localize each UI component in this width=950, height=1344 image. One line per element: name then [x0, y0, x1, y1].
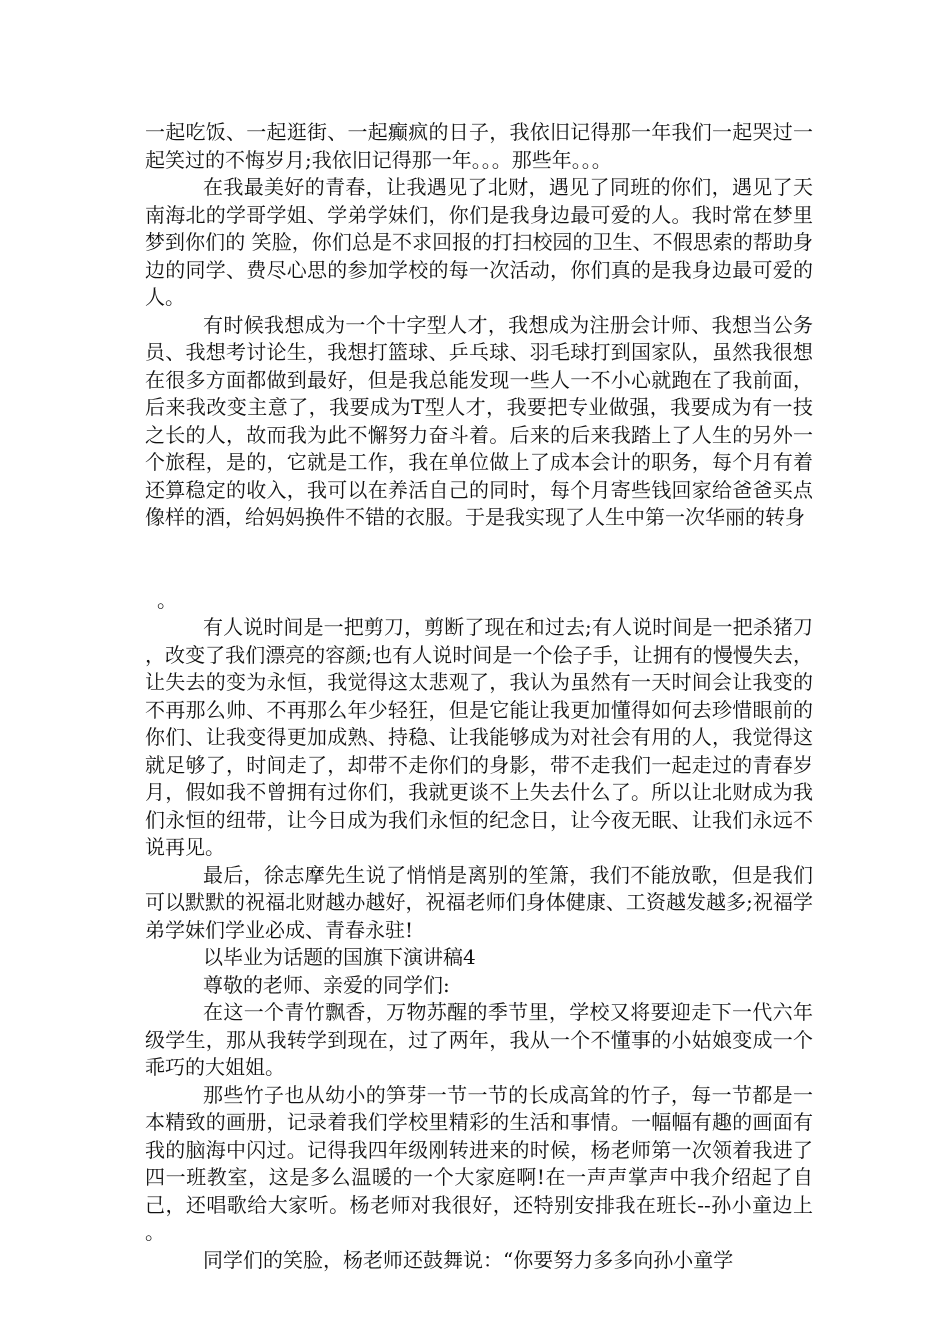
- paragraph-8: 同学们的笑脸，杨老师还鼓舞说：“你要努力多多向孙小童学: [203, 1247, 734, 1272]
- paragraph-2: 在我最美好的青春，让我遇见了北财，遇见了同班的你们，遇见了天南海北的学哥学姐、学弟学妹们，你们是我身边最可爱的人。我时常在梦里梦到你们的 笑脸，你们总是不求回报的打扫校园的卫生、不假思索的帮助身边的同学、费尽心思的参加学校的每一次活动，你们真的是我身边最可爱的人。: [145, 175, 813, 309]
- paragraph-3: 有时候我想成为一个十字型人才，我想成为注册会计师、我想当公务员、我想考讨论生，我想打篮球、乒乓球、羽毛球打到国家队，虽然我很想在很多方面都做到最好，但是我总能发现一些人一不小心就跑在了我前面，后来我改变主意了，我要成为T型人才，我要把专业做强，我要成为有一技之长的人，故而我为此不懈努力奋斗着。后来的后来我踏上了人生的另外一个旅程，是的，它就是工作，我在单位做上了成本会计的职务，每个月有着还算稳定的收入，我可以在养活自己的同时，每个月寄些钱回家给爸爸买点像样的酒，给妈妈换件不错的衣服。于是我实现了人生中第一次华丽的转身: [145, 312, 813, 529]
- section-title: 以毕业为话题的国旗下演讲稿4: [203, 945, 476, 969]
- document-body: [145, 119, 813, 1274]
- paragraph-1: 一起吃饭、一起逛街、一起癫疯的日子，我依旧记得那一年我们一起哭过一起笑过的不悔岁月;我依旧记得那一年。。。那些年。。。: [145, 120, 813, 172]
- paragraph-5: 最后，徐志摩先生说了悄悄是离别的笙箫，我们不能放歌，但是我们可以默默的祝福北财越办越好，祝福老师们身体健康、工资越发越多;祝福学弟学妹们学业必成、青春永驻!: [145, 862, 813, 942]
- salutation: 尊敬的老师、亲爱的同学们:: [203, 972, 450, 997]
- paragraph-dot: 。: [157, 587, 177, 612]
- paragraph-7: 那些竹子也从幼小的笋芽一节一节的长成高耸的竹子，每一节都是一本精致的画册，记录着我们学校里精彩的生活和事情。一幅幅有趣的画面有我的脑海中闪过。记得我四年级刚转进来的时候，杨老师第一次领着我进了四一班教室，这是多么温暖的一个大家庭啊!在一声声掌声中我介绍起了自己，还唱歌给大家听。杨老师对我很好，还特别安排我在班长--孙小童边上。: [145, 1082, 813, 1244]
- paragraph-4: 有人说时间是一把剪刀，剪断了现在和过去;有人说时间是一把杀猪刀，改变了我们漂亮的容颜;也有人说时间是一个侩子手，让拥有的慢慢失去，让失去的变为永恒，我觉得这太悲观了，我认为虽然有一天时间会让我变的不再那么帅、不再那么年少轻狂，但是它能让我更加懂得如何去珍惜眼前的你们、让我变得更加成熟、持稳、让我能够成为对社会有用的人，我觉得这就足够了，时间走了，却带不走你们的身影，带不走我们一起走过的青春岁月，假如我不曾拥有过你们，我就更谈不上失去什么了。所以让北财成为我们永恒的纽带，让今日成为我们永恒的纪念日，让今夜无眠、让我们永远不说再见。: [145, 615, 813, 859]
- paragraph-6: 在这一个青竹飘香，万物苏醒的季节里，学校又将要迎走下一代六年级学生，那从我转学到现在，过了两年，我从一个不懂事的小姑娘变成一个乖巧的大姐姐。: [145, 1000, 813, 1079]
- blank-gap: [145, 532, 813, 587]
